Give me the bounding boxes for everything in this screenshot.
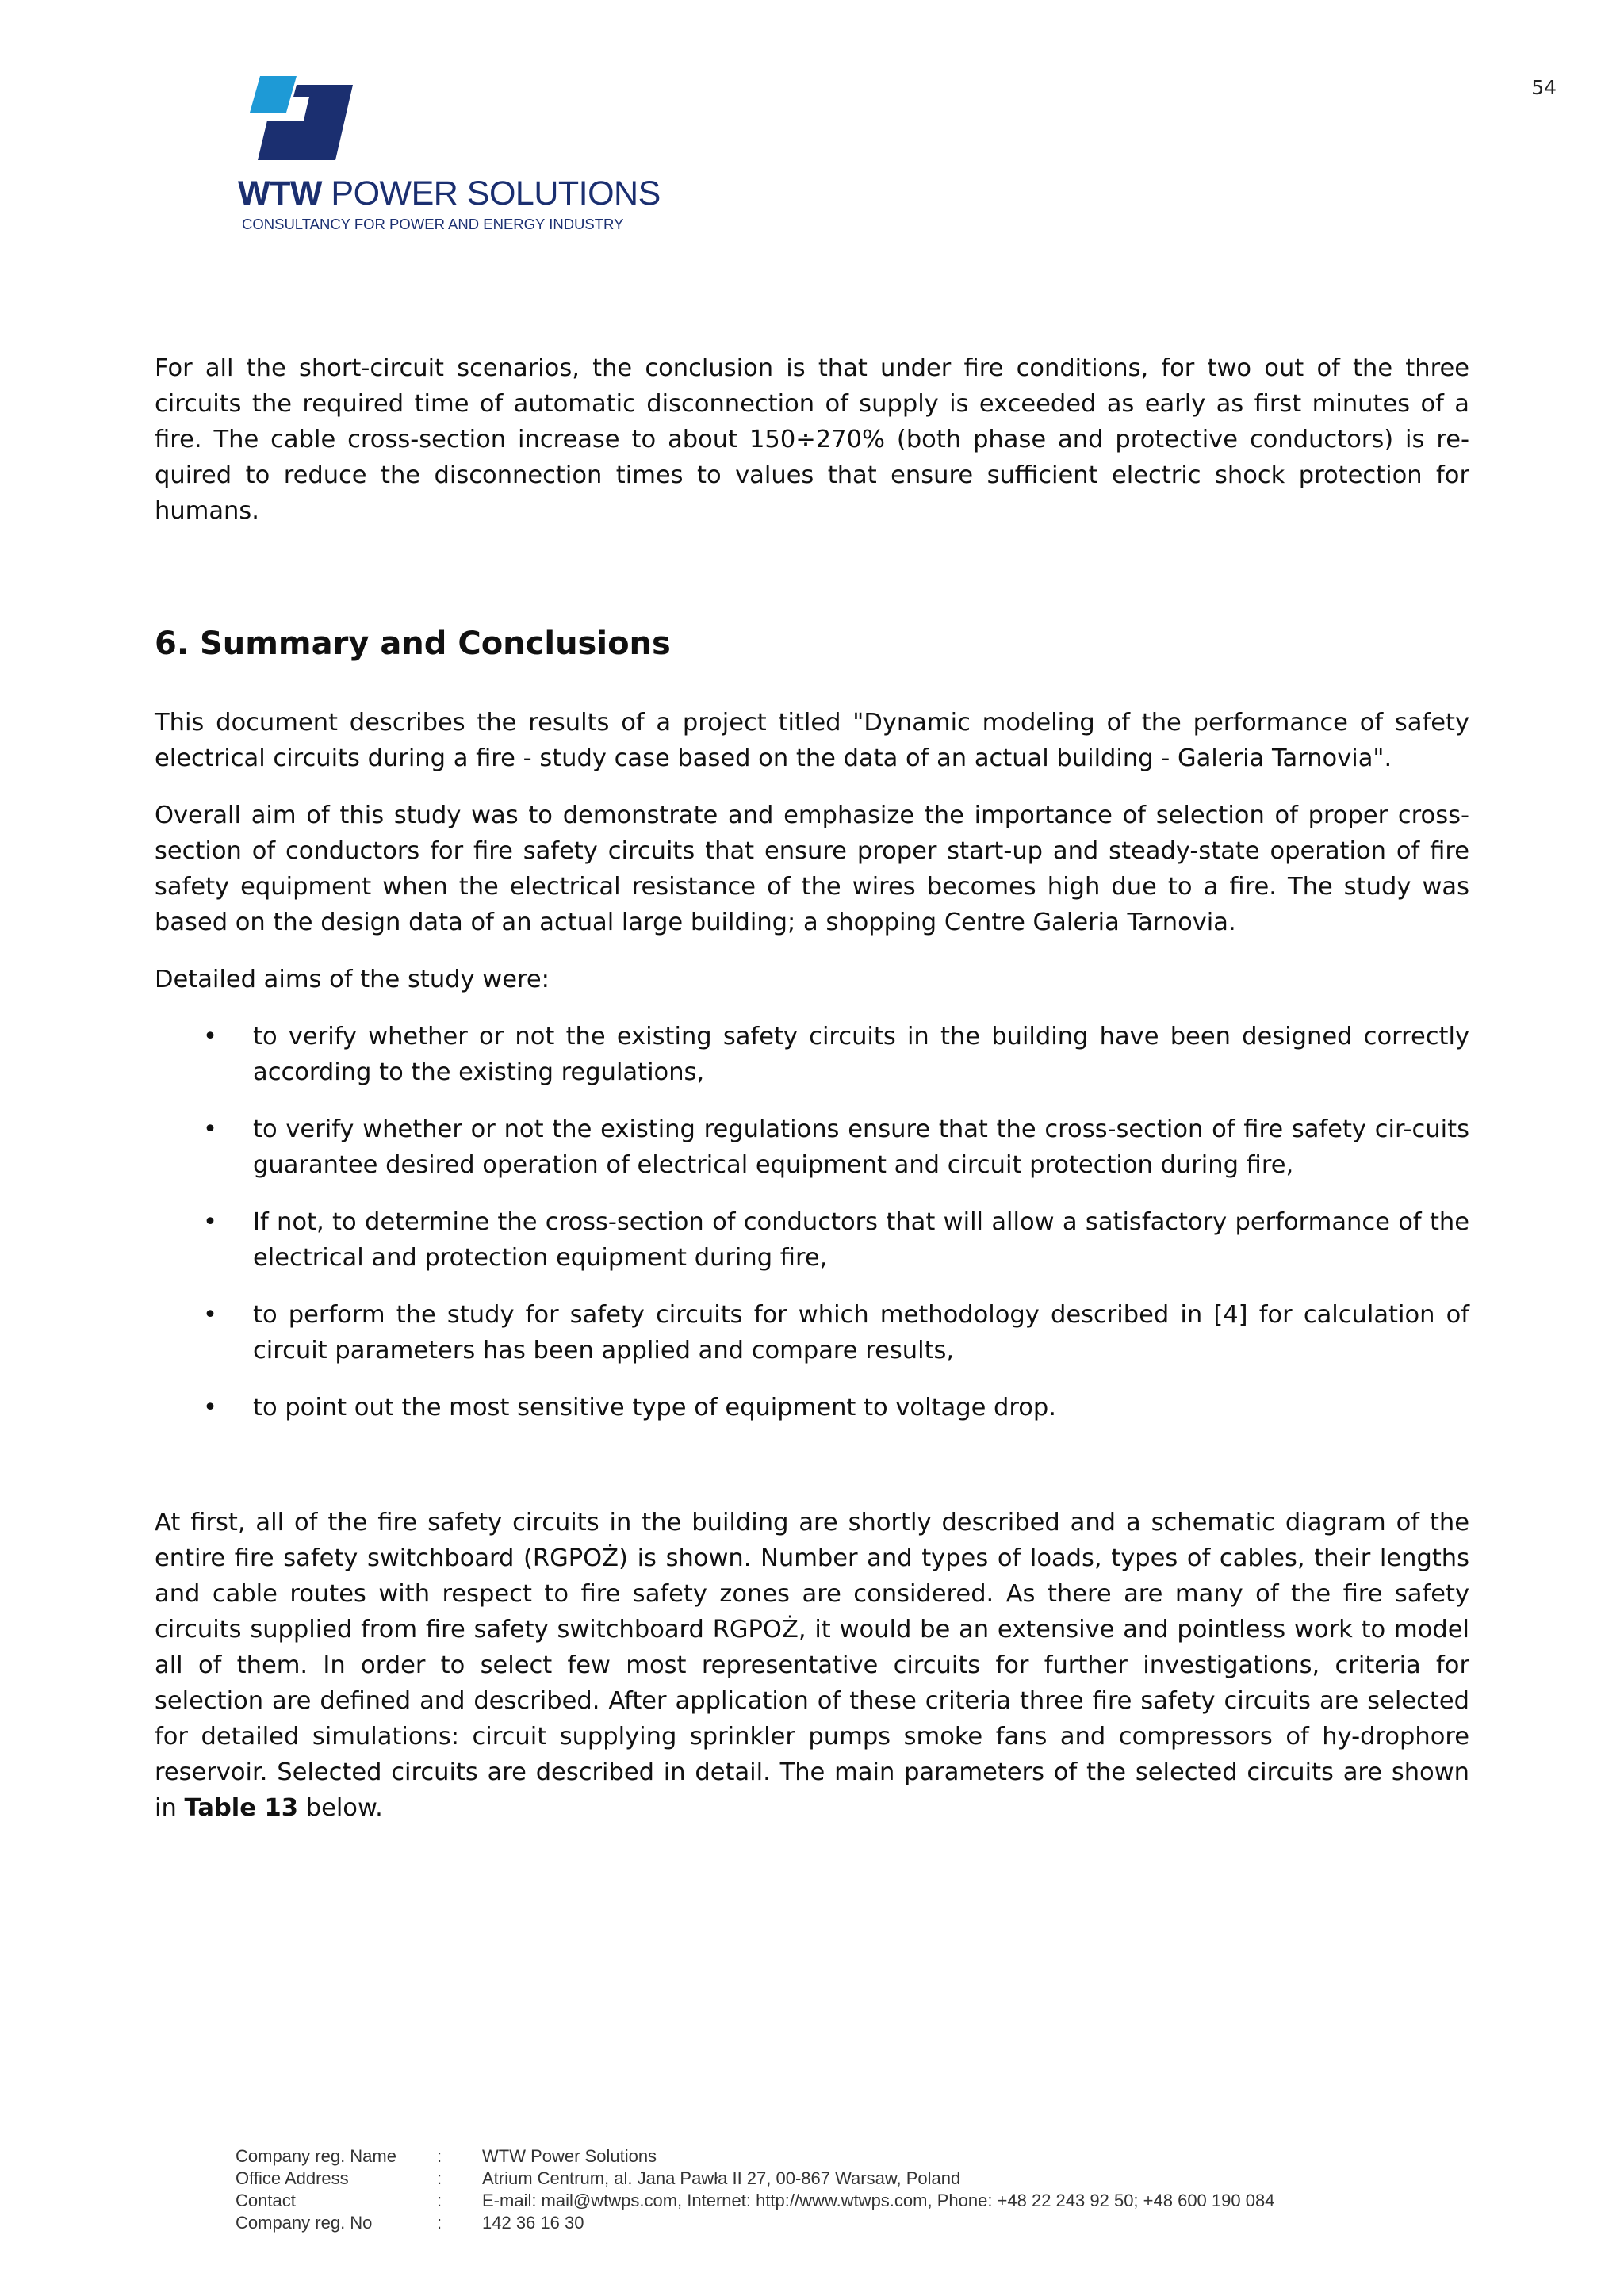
list-item <box>155 1019 1469 1090</box>
aims-list <box>155 1019 1469 1425</box>
logo-company-name <box>238 174 661 213</box>
logo-tagline: CONSULTANCY FOR POWER AND ENERGY INDUSTRY <box>242 216 624 232</box>
closing-paragraph-text: At first, all of the fire safety circuits in the building are shortly described and a schematic diagram of the entire fire safety switchboard (RGPOŻ) is shown. Number and types of loads, types of cables, their lengths and cable routes with respect to fire safety zones are considered. As there are many of the fire safety circuits supplied from fire safety switchboard RGPOŻ, it would be an extensive and pointless work to model all of them. In order to select few most representative circuits for further investigations, criteria for selection are defined and described. After application of these criteria three fire safety circuits are selected for detailed simulations: circuit supplying sprinkler pumps smoke fans and compressors of hy-drophore reservoir. Selected circuits are described in detail. The main parameters of the selected circuits are shown in <box>155 1509 1469 1822</box>
footer-row <box>236 2168 1274 2190</box>
footer-value: E-mail: mail@wtwps.com, Internet: http://www.wtwps.com, Phone: +48 22 243 92 50; +48 600 190 084 <box>482 2191 1275 2210</box>
footer-row <box>236 2145 1274 2168</box>
logo-cyan-block <box>250 76 297 113</box>
closing-paragraph-suffix: below. <box>298 1794 383 1822</box>
footer-label: Company reg. No <box>236 2213 373 2233</box>
body-paragraph: Detailed aims of the study were: <box>155 966 550 993</box>
bullet-icon: • <box>203 1208 217 1236</box>
bullet-icon: • <box>203 1394 217 1422</box>
footer-value: Atrium Centrum, al. Jana Pawła II 27, 00-867 Warsaw, Poland <box>482 2168 961 2188</box>
closing-paragraph <box>155 1505 1469 1826</box>
footer-separator: : <box>437 2168 442 2188</box>
footer-separator: : <box>437 2146 442 2166</box>
footer-label: Office Address <box>236 2168 349 2188</box>
bullet-icon: • <box>203 1023 217 1050</box>
intro-paragraph: For all the short-circuit scenarios, the conclusion is that under fire conditions, for two out of the three circuits the required time of automatic disconnection of supply is exceeded as early as first minutes of a fire. The cable cross-section increase to about 150÷270% (both phase and protective conductors) is re-quired to reduce the disconnection times to values that ensure sufficient electric shock protection for humans. <box>155 354 1469 525</box>
list-item-text: to verify whether or not the existing regulations ensure that the cross-section of fire safety cir-cuits guarantee desired operation of electrical equipment and circuit protection during fire, <box>253 1115 1469 1179</box>
body-paragraph: Overall aim of this study was to demonstrate and emphasize the importance of selection of proper cross-section of conductors for fire safety circuits that ensure proper start-up and steady-state operation of fire safety equipment when the electrical resistance of the wires becomes high due to a fire. The study was based on the design data of an actual large building; a shopping Centre Galeria Tarnovia. <box>155 802 1469 936</box>
body-paragraph: This document describes the results of a project titled "Dynamic modeling of the performance of safety electrical circuits during a fire - study case based on the data of an actual building - Galeria Tarnovia". <box>155 709 1469 772</box>
list-item-text: to perform the study for safety circuits for which methodology described in [4] for calculation of circuit parameters has been applied and compare results, <box>253 1301 1469 1364</box>
list-item-text: If not, to determine the cross-section of conductors that will allow a satisfactory performance of the electrical and protection equipment during fire, <box>253 1208 1469 1272</box>
footer-value: WTW Power Solutions <box>482 2146 657 2166</box>
list-item <box>155 1204 1469 1276</box>
list-item-text: to verify whether or not the existing safety circuits in the building have been designed correctly according to the existing regulations, <box>253 1023 1469 1086</box>
page-footer <box>236 2145 1274 2234</box>
company-logo <box>236 73 680 239</box>
table-reference: Table 13 <box>184 1794 299 1822</box>
logo-name-rest: POWER SOLUTIONS <box>331 174 661 212</box>
logo-mark-icon <box>236 73 395 172</box>
main-content <box>155 350 1469 1826</box>
footer-separator: : <box>437 2213 442 2233</box>
footer-label: Contact <box>236 2191 296 2210</box>
bullet-icon: • <box>203 1301 217 1329</box>
section-heading: 6. Summary and Conclusions <box>155 626 671 662</box>
footer-value: 142 36 16 30 <box>482 2213 584 2233</box>
logo-name-bold: WTW <box>238 174 322 212</box>
list-item <box>155 1297 1469 1368</box>
list-item-text: to point out the most sensitive type of equipment to voltage drop. <box>253 1394 1056 1422</box>
footer-separator: : <box>437 2191 442 2210</box>
footer-row <box>236 2212 1274 2234</box>
page-number: 54 <box>1531 76 1557 99</box>
bullet-icon: • <box>203 1115 217 1143</box>
footer-label: Company reg. Name <box>236 2146 396 2166</box>
list-item <box>155 1390 1469 1425</box>
list-item <box>155 1112 1469 1183</box>
footer-row <box>236 2190 1274 2212</box>
